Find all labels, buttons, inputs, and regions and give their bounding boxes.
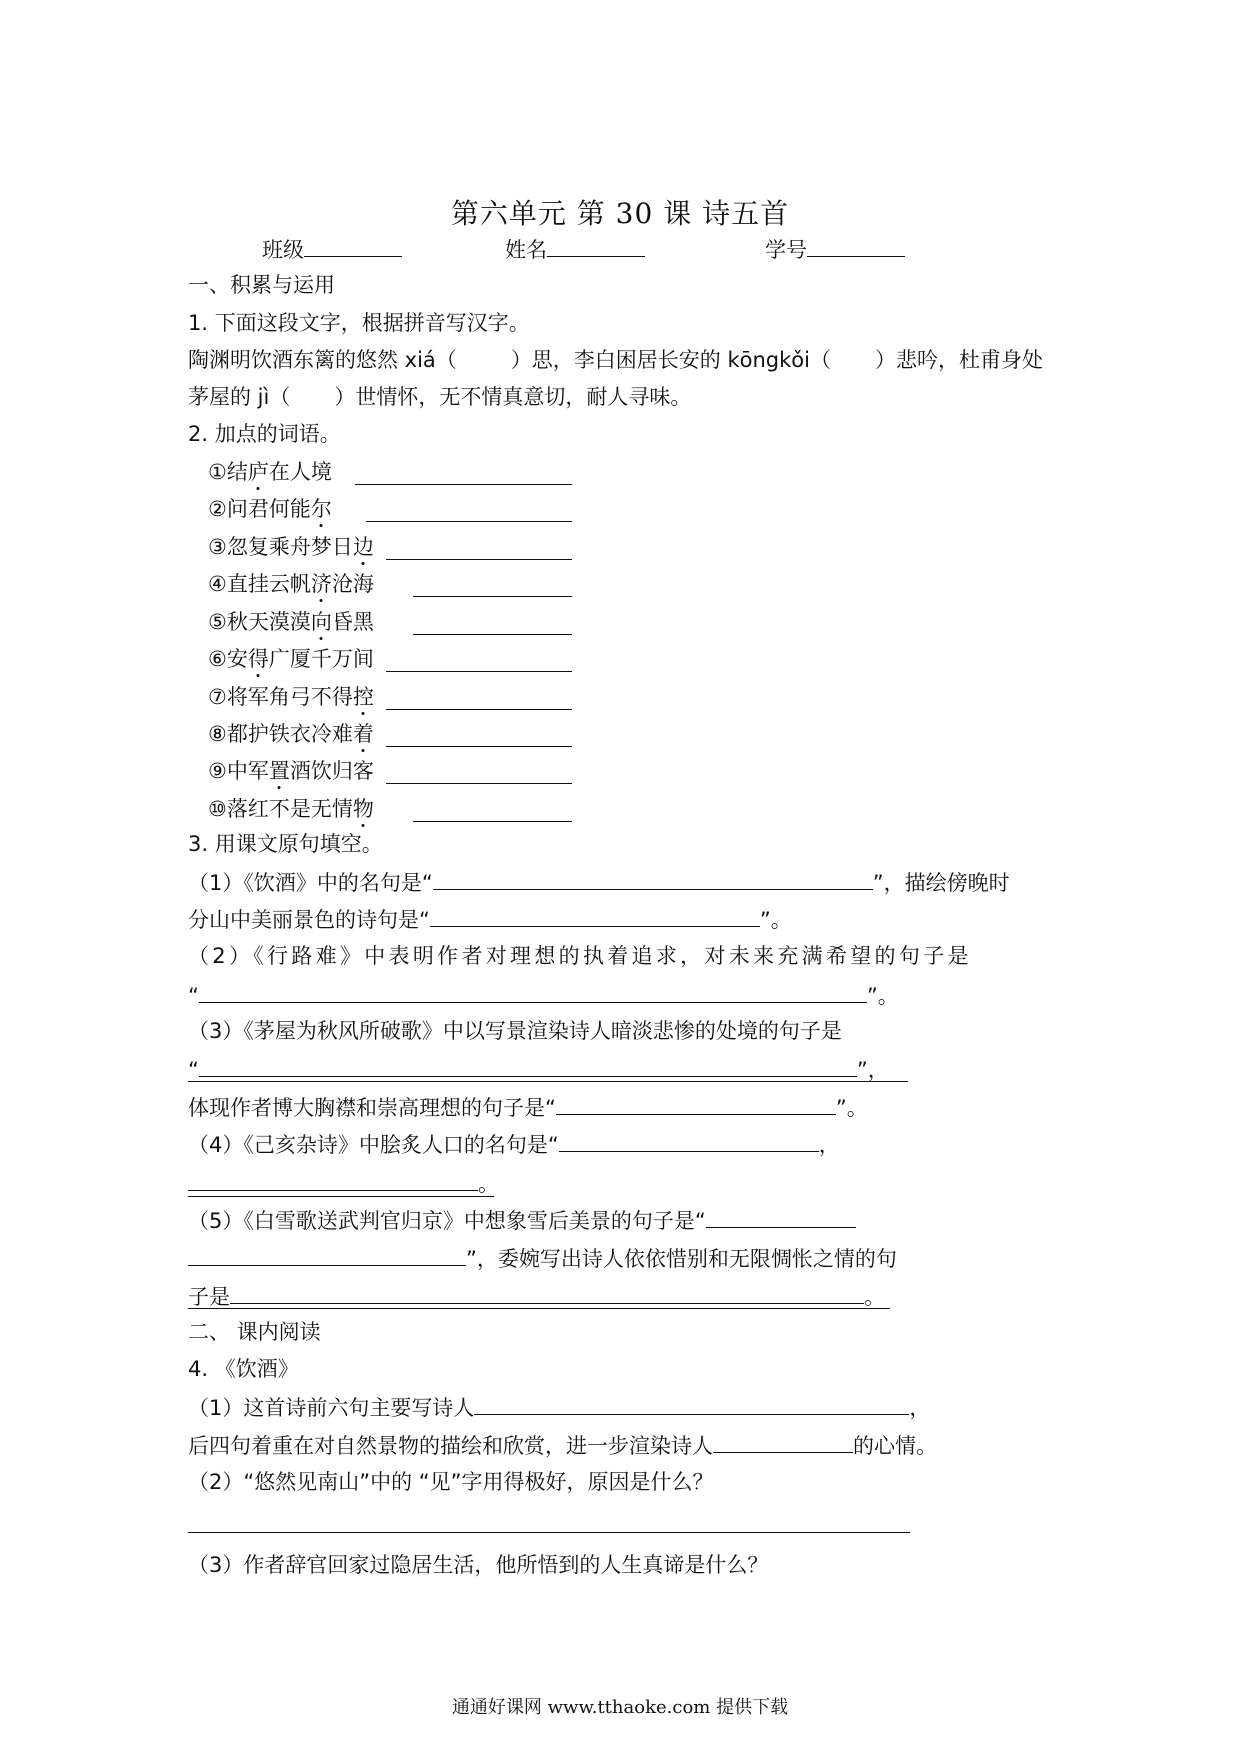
q3-s3-text-b: “ bbox=[188, 1058, 199, 1082]
q2-item-text: 忽复乘舟梦日 bbox=[226, 535, 353, 559]
q2-item-text: 都护铁衣冷难 bbox=[226, 722, 353, 746]
q3-s5-text-d: 。 bbox=[864, 1285, 885, 1309]
q3-s4-line-2 bbox=[188, 1168, 499, 1198]
q1-text-a: 陶渊明饮酒东篱的悠然 xiá（ bbox=[188, 348, 457, 372]
q4-s1-text-a: （1）这首诗前六句主要写诗人 bbox=[188, 1396, 475, 1420]
name-blank[interactable] bbox=[547, 234, 645, 257]
number-blank[interactable] bbox=[807, 234, 905, 257]
q2-item bbox=[208, 608, 374, 636]
q2-answer-blank[interactable] bbox=[386, 671, 572, 672]
q2-dotted-word: 置 bbox=[268, 759, 290, 783]
q2-item-text: 昏黑 bbox=[331, 610, 374, 634]
q2-item-text: 沧海 bbox=[331, 572, 374, 596]
class-blank[interactable] bbox=[304, 234, 402, 257]
q3-s5-blank-2[interactable] bbox=[188, 1243, 466, 1266]
q2-item-text: 安 bbox=[226, 647, 248, 671]
q2-item bbox=[208, 458, 332, 486]
q3-s2-line-1: （2）《行路难》中表明作者对理想的执着追求，对未来充满希望的句子是 bbox=[188, 944, 972, 968]
name-label: 姓名 bbox=[505, 238, 547, 262]
q3-s5-text-a: （5）《白雪歌送武判官归京》中想象雪后美景的句子是“ bbox=[188, 1209, 706, 1233]
section-heading-1: 一、积累与运用 bbox=[188, 273, 335, 297]
q4-s2: （2）“悠然见南山”中的 “见”字用得极好，原因是什么？ bbox=[188, 1470, 714, 1494]
q3-s5-blank-3[interactable] bbox=[230, 1281, 864, 1304]
q2-answer-blank[interactable] bbox=[413, 821, 572, 822]
q2-dotted-word: 得 bbox=[247, 647, 269, 671]
q3-s3-underline bbox=[188, 1081, 908, 1082]
q1-text-e: ）世情怀，无不情真意切，耐人寻味。 bbox=[334, 385, 692, 409]
q2-item-number: ② bbox=[208, 497, 227, 521]
q3-s4-text-c: 。 bbox=[478, 1172, 499, 1196]
q2-dotted-word: 边 bbox=[352, 535, 374, 559]
q3-s4-blank-1[interactable] bbox=[559, 1129, 819, 1152]
q2-dotted-word: 物 bbox=[352, 797, 374, 821]
q1-heading: 1. 下面这段文字，根据拼音写汉字。 bbox=[188, 311, 530, 335]
q2-item-number: ⑥ bbox=[208, 647, 227, 671]
q2-item bbox=[208, 683, 374, 711]
q2-item bbox=[208, 495, 332, 523]
q2-item-text: 中军 bbox=[226, 759, 269, 783]
q3-s3-line-2 bbox=[188, 1054, 889, 1084]
q2-item bbox=[208, 570, 374, 598]
q3-s3-blank-1[interactable] bbox=[199, 1054, 857, 1077]
q2-item-text: 在人境 bbox=[268, 460, 332, 484]
q3-s5-line-3 bbox=[188, 1281, 885, 1311]
number-field bbox=[765, 234, 905, 264]
q1-text-c: ）悲吟，杜甫身处 bbox=[874, 348, 1043, 372]
q2-dotted-word: 济 bbox=[310, 572, 332, 596]
q2-item-text: 秋天漠漠 bbox=[226, 610, 311, 634]
q2-item-text: 酒饮归客 bbox=[289, 759, 374, 783]
q2-item bbox=[208, 645, 374, 673]
q3-s1-text-c: 分山中美丽景色的诗句是“ bbox=[188, 908, 430, 932]
class-field bbox=[262, 234, 402, 264]
q3-s4-text-a: （4）《己亥杂诗》中脍炙人口的名句是“ bbox=[188, 1133, 559, 1157]
number-label: 学号 bbox=[765, 238, 807, 262]
q3-s4-text-b: ， bbox=[818, 1133, 840, 1157]
q3-s4-underline bbox=[188, 1196, 494, 1197]
q2-dotted-word: 着 bbox=[352, 722, 374, 746]
q2-item-number: ⑨ bbox=[208, 759, 227, 783]
q3-s4-line-1 bbox=[188, 1129, 840, 1159]
q2-item-text: 直挂云帆 bbox=[226, 572, 311, 596]
q4-s1-text-b: ， bbox=[909, 1396, 931, 1420]
q2-item bbox=[208, 795, 374, 823]
q1-text-d: 茅屋的 jì（ bbox=[188, 385, 291, 409]
q2-item bbox=[208, 757, 374, 785]
q4-s3: （3）作者辞官回家过隐居生活，他所悟到的人生真谛是什么？ bbox=[188, 1553, 769, 1577]
q2-dotted-word: 向 bbox=[310, 610, 332, 634]
q2-item-text: 将军角弓不得 bbox=[226, 685, 353, 709]
q3-s5-line-2 bbox=[188, 1243, 897, 1273]
q3-s2-blank[interactable] bbox=[199, 980, 867, 1003]
q3-s1-blank-2[interactable] bbox=[430, 904, 760, 927]
q1-line-2 bbox=[188, 383, 691, 411]
q3-s3-blank-2[interactable] bbox=[556, 1092, 836, 1115]
q2-item-number: ⑧ bbox=[208, 722, 227, 746]
q2-item-number: ⑦ bbox=[208, 685, 227, 709]
footer-credit: 通通好课网 www.tthaoke.com 提供下载 bbox=[451, 1697, 789, 1718]
q3-heading: 3. 用课文原句填空。 bbox=[188, 832, 383, 856]
q2-answer-blank[interactable] bbox=[355, 484, 572, 485]
q2-answer-blank[interactable] bbox=[386, 559, 572, 560]
q2-dotted-word: 尔 bbox=[310, 497, 332, 521]
q2-heading: 2. 加点的词语。 bbox=[188, 422, 341, 446]
q3-s3-line-3 bbox=[188, 1092, 868, 1122]
q2-item bbox=[208, 720, 374, 748]
q3-s5-underline bbox=[188, 1308, 890, 1309]
q3-s1-text-a: （1）《饮酒》中的名句是“ bbox=[188, 871, 433, 895]
q3-s3-line-1: （3）《茅屋为秋风所破歌》中以写景渲染诗人暗淡悲惨的处境的句子是 bbox=[188, 1019, 842, 1043]
q3-s2-text-b: “ bbox=[188, 984, 199, 1008]
q2-item-number: ④ bbox=[208, 572, 227, 596]
q3-s1-line-2 bbox=[188, 904, 792, 934]
q3-s3-text-e: ”。 bbox=[835, 1096, 868, 1120]
q2-item-text: 问君何能 bbox=[226, 497, 311, 521]
q2-dotted-word: 控 bbox=[352, 685, 374, 709]
q3-s5-line-1 bbox=[188, 1205, 856, 1235]
q2-answer-blank[interactable] bbox=[413, 634, 572, 635]
q3-s1-text-d: ”。 bbox=[759, 908, 792, 932]
q4-heading: 4. 《饮酒》 bbox=[188, 1357, 299, 1381]
q2-answer-blank[interactable] bbox=[413, 596, 572, 597]
q3-s1-text-b: ”，描绘傍晚时 bbox=[872, 871, 1010, 895]
q3-s1-line-1 bbox=[188, 867, 1010, 897]
name-field bbox=[505, 234, 645, 264]
q2-item-number: ⑤ bbox=[208, 610, 227, 634]
page-title: 第六单元 第 30 课 诗五首 bbox=[450, 197, 790, 230]
q3-s2-line-2 bbox=[188, 980, 899, 1010]
q2-item bbox=[208, 533, 374, 561]
q4-s1-line-2 bbox=[188, 1430, 937, 1460]
class-label: 班级 bbox=[262, 238, 304, 262]
q1-line-1 bbox=[188, 346, 1043, 374]
section-heading-2: 二、 课内阅读 bbox=[188, 1320, 321, 1344]
q4-s1-text-d: 的心情。 bbox=[853, 1434, 937, 1458]
q2-item-number: ③ bbox=[208, 535, 227, 559]
q4-s1-blank-1[interactable] bbox=[474, 1392, 909, 1415]
q2-dotted-word: 庐 bbox=[247, 460, 269, 484]
q4-s1-line-1 bbox=[188, 1392, 930, 1422]
q2-item-text: 落红不是无情 bbox=[226, 797, 353, 821]
q3-s4-blank-2[interactable] bbox=[188, 1168, 478, 1191]
q3-s3-text-c: ”， bbox=[856, 1058, 889, 1082]
q2-item-number: ⑩ bbox=[208, 797, 227, 821]
q2-answer-blank[interactable] bbox=[366, 521, 572, 522]
q4-s1-text-c: 后四句着重在对自然景物的描绘和欣赏，进一步渲染诗人 bbox=[188, 1434, 713, 1458]
q2-item-text: 结 bbox=[226, 460, 248, 484]
q4-s1-blank-2[interactable] bbox=[713, 1430, 853, 1453]
q2-answer-blank[interactable] bbox=[386, 709, 572, 710]
q2-item-number: ① bbox=[208, 460, 227, 484]
q2-item-text: 广厦千万间 bbox=[268, 647, 374, 671]
q3-s5-text-b: ”，委婉写出诗人依依惜别和无限惆怅之情的句 bbox=[466, 1247, 897, 1271]
q3-s2-text-c: ”。 bbox=[866, 984, 899, 1008]
q4-s2-answer-line[interactable] bbox=[188, 1532, 910, 1533]
q3-s3-text-d: 体现作者博大胸襟和崇高理想的句子是“ bbox=[188, 1096, 556, 1120]
q2-answer-blank[interactable] bbox=[386, 746, 572, 747]
q1-text-b: ）思，李白困居长安的 kōngkǒi（ bbox=[510, 348, 831, 372]
q3-s5-blank-1[interactable] bbox=[706, 1205, 856, 1228]
q2-answer-blank[interactable] bbox=[386, 783, 572, 784]
q3-s1-blank-1[interactable] bbox=[433, 867, 873, 890]
q3-s5-text-c: 子是 bbox=[188, 1285, 230, 1309]
